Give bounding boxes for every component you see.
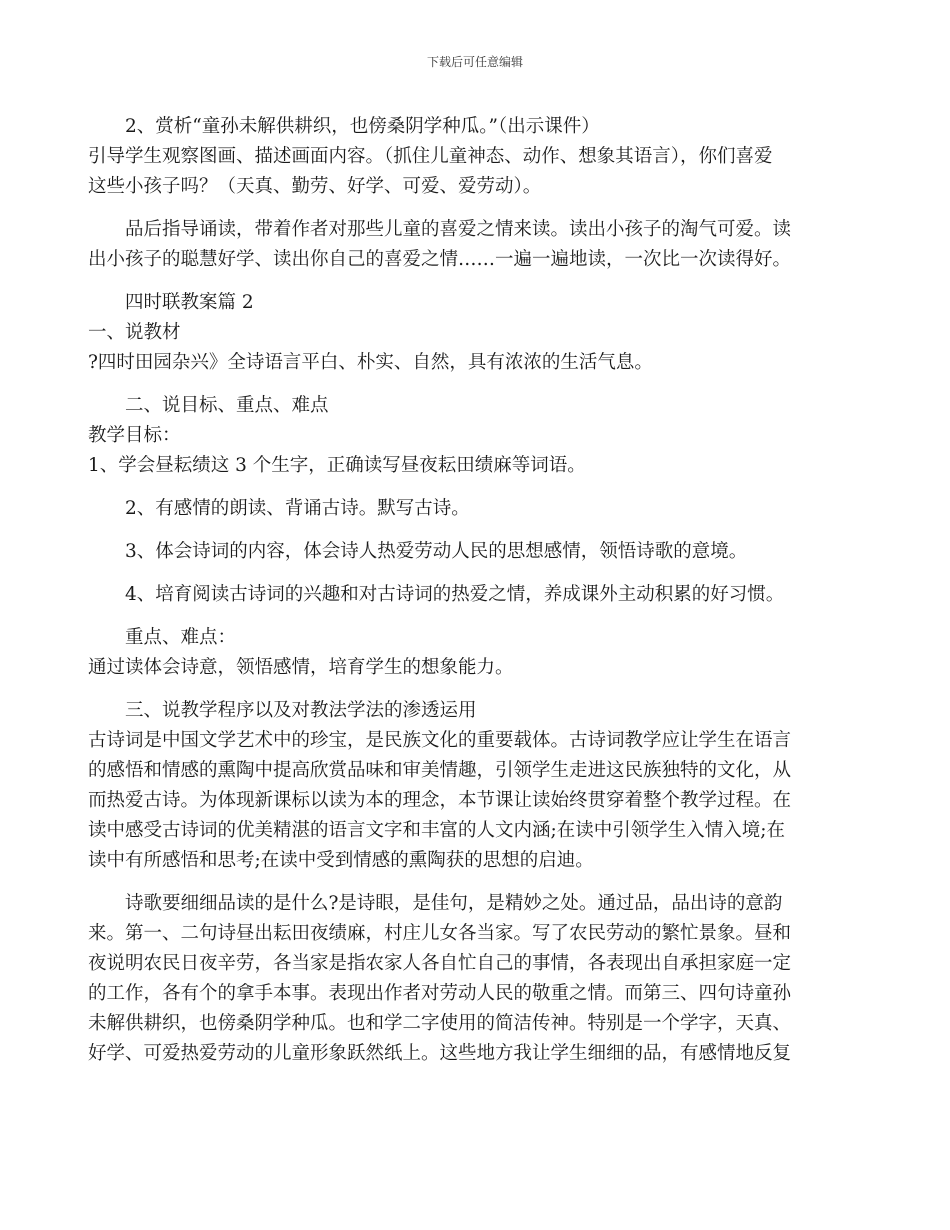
text-line: 的感悟和情感的熏陶中提高欣赏品味和审美情趣，引领学生走进这民族独特的文化，从 — [88, 760, 792, 781]
text-line: 引导学生观察图画、描述画面内容。（抓住儿童神态、动作、想象其语言），你们喜爱 — [88, 146, 773, 167]
text-line: 夜说明农民日夜辛劳，各当家是指农家人各自忙自己的事情，各表现出自承担家庭一定 — [88, 953, 792, 974]
section-heading: 重点、难点： — [125, 627, 237, 648]
text-line: 来。第一、二句诗昼出耘田夜绩麻，村庄儿女各当家。写了农民劳动的繁忙景象。昼和 — [88, 923, 792, 944]
section-heading: 三、说教学程序以及对教法学法的渗透运用 — [125, 700, 477, 721]
text-line: 2、有感情的朗读、背诵古诗。默写古诗。 — [125, 498, 470, 519]
section-heading: 一、说教材 — [88, 322, 181, 343]
text-line: 诗歌要细细品读的是什么?是诗眼，是佳句，是精妙之处。通过品，品出诗的意韵 — [125, 893, 783, 914]
document-body — [88, 112, 868, 1069]
text-line: 古诗词是中国文学艺术中的珍宝，是民族文化的重要载体。古诗词教学应让学生在语言 — [88, 730, 792, 751]
text-line: 好学、可爱热爱劳动的儿童形象跃然纸上。这些地方我让学生细细的品，有感情地反复 — [88, 1043, 792, 1064]
text-line: 而热爱古诗。为体现新课标以读为本的理念，本节课让读始终贯穿着整个教学过程。在 — [88, 790, 792, 811]
text-line: 出小孩子的聪慧好学、读出你自己的喜爱之情……一遍一遍地读，一次比一次读得好。 — [88, 249, 792, 270]
text-line: 1、学会昼耘绩这 3 个生字，正确读写昼夜耘田绩麻等词语。 — [88, 455, 586, 476]
text-line: 通过读体会诗意，领悟感情，培育学生的想象能力。 — [88, 657, 514, 678]
text-line: 读中有所感悟和思考;在读中受到情感的熏陶获的思想的启迪。 — [88, 850, 594, 871]
text-line: 的工作，各有个的拿手本事。表现出作者对劳动人民的敬重之情。而第三、四句诗童孙 — [88, 983, 792, 1004]
text-line: 品后指导诵读，带着作者对那些儿童的喜爱之情来读。读出小孩子的淘气可爱。读 — [125, 219, 792, 240]
text-line: 这些小孩子吗？（天真、勤劳、好学、可爱、爱劳动）。 — [88, 176, 542, 197]
text-line: 3、体会诗词的内容，体会诗人热爱劳动人民的思想感情，领悟诗歌的意境。 — [125, 541, 748, 562]
page-header: 下载后可任意编辑 — [426, 55, 523, 69]
text-line: 教学目标： — [88, 425, 181, 446]
text-line: 2、赏析“童孙未解供耕织，也傍桑阴学种瓜。”（出示课件） — [125, 116, 600, 137]
text-line: 未解供耕织，也傍桑阴学种瓜。也和学二字使用的简洁传神。特别是一个学字，天真、 — [88, 1013, 792, 1034]
section-title: 四时联教案篇 2 — [125, 292, 254, 313]
text-line: 4、培育阅读古诗词的兴趣和对古诗词的热爱之情，养成课外主动积累的好习惯。 — [125, 584, 785, 605]
section-heading: 二、说目标、重点、难点 — [125, 395, 329, 416]
text-line: 读中感受古诗词的优美精湛的语言文字和丰富的人文内涵;在读中引领学生入情入境;在 — [88, 820, 785, 841]
text-line: ?四时田园杂兴》全诗语言平白、朴实、自然，具有浓浓的生活气息。 — [88, 352, 653, 373]
